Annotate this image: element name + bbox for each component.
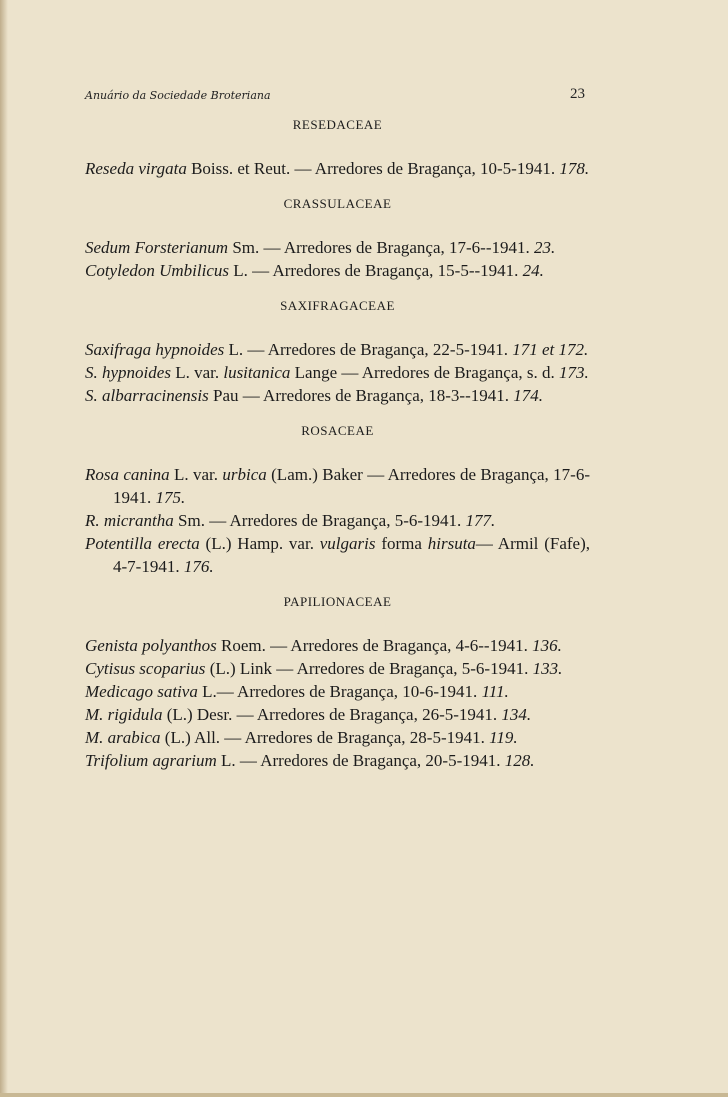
variety-name: lusitanica <box>223 363 291 382</box>
entry-details: — Armil (Fafe), 4-7-1941. <box>113 534 591 576</box>
species-entry <box>85 532 590 578</box>
entry-details: (L.) Link — Arredores de Bragança, 5-6-1941. <box>205 659 533 678</box>
entry-details: forma <box>375 534 428 553</box>
taxon-name: S. hypnoides <box>85 363 171 382</box>
specimen-number: 175. <box>155 488 186 507</box>
page-number: 23 <box>570 86 585 102</box>
entry-details: L. var. <box>169 465 223 484</box>
specimen-number: 119. <box>489 728 518 747</box>
entry-details: L. var. <box>170 363 224 382</box>
page-header <box>85 86 585 108</box>
species-entry <box>85 259 590 282</box>
taxon-name: Rosa canina <box>85 465 170 484</box>
specimen-number: 176. <box>183 557 214 576</box>
taxon-name: M. rigidula <box>85 705 163 724</box>
entry-details: (L.) Desr. — Arredores de Bragança, 26-5-1941. <box>162 705 502 724</box>
species-entry <box>85 463 590 509</box>
taxon-name: Cytisus scoparius <box>85 659 206 678</box>
taxon-name: Cotyledon Umbilicus <box>85 261 230 280</box>
specimen-number: 23. <box>534 238 556 257</box>
species-entry <box>85 509 590 532</box>
entry-details: (Lam.) Baker — Arredores de Bragança, 17-6-1941. <box>113 465 590 507</box>
taxon-name: M. arabica <box>85 728 161 747</box>
specimen-number: 136. <box>532 636 562 655</box>
specimen-number: 174. <box>513 386 543 405</box>
species-entry <box>85 157 590 180</box>
entry-details: L. — Arredores de Bragança, 20-5-1941. <box>216 751 505 770</box>
species-entry <box>85 657 590 680</box>
entry-details: Sm. — Arredores de Bragança, 17-6--1941. <box>228 238 534 257</box>
taxon-name: Potentilla erecta <box>85 534 200 553</box>
specimen-number: 177. <box>465 511 496 530</box>
species-entry <box>85 634 590 657</box>
entry-details: Pau — Arredores de Bragança, 18-3--1941. <box>208 386 514 405</box>
taxon-name: S. albarracinensis <box>85 386 209 405</box>
taxon-name: Genista polyanthos <box>85 636 217 655</box>
taxon-name: R. micrantha <box>85 511 174 530</box>
entry-details: Sm. — Arredores de Bragança, 5-6-1941. <box>173 511 466 530</box>
entry-details: L. — Arredores de Bragança, 15-5--1941. <box>229 261 523 280</box>
specimen-number: 128. <box>504 751 535 770</box>
taxon-name: Trifolium agrarium <box>85 751 217 770</box>
forma-name: hirsuta <box>427 534 476 553</box>
family-heading: CRASSULACEAE <box>283 196 392 211</box>
species-entry <box>85 726 590 749</box>
entry-details: Lange — Arredores de Bragança, s. d. <box>290 363 560 382</box>
species-entry <box>85 680 590 703</box>
taxon-name: Saxifraga hypnoides <box>85 340 225 359</box>
species-entry <box>85 361 590 384</box>
entry-details: Boiss. et Reut. — Arredores de Bragança, 10-5-1941. <box>186 159 560 178</box>
entry-details: (L.) All. — Arredores de Bragança, 28-5-1941. <box>160 728 490 747</box>
taxon-name: Sedum Forsterianum <box>85 238 229 257</box>
family-heading: PAPILIONACEAE <box>283 594 392 609</box>
specimen-number: 178. <box>559 159 590 178</box>
specimen-number: 24. <box>522 261 544 280</box>
specimen-number: 111. <box>481 682 509 701</box>
family-heading: SAXIFRAGACEAE <box>280 298 395 313</box>
specimen-number: 171 et 172. <box>512 340 589 359</box>
page-content <box>85 115 590 772</box>
entry-details: L. — Arredores de Bragança, 22-5-1941. <box>224 340 513 359</box>
species-entry <box>85 236 590 259</box>
taxon-name: Medicago sativa <box>85 682 198 701</box>
species-entry <box>85 703 590 726</box>
entry-details: (L.) Hamp. var. <box>199 534 320 553</box>
taxon-name: Reseda virgata <box>85 159 187 178</box>
specimen-number: 173. <box>559 363 589 382</box>
specimen-number: 133. <box>532 659 563 678</box>
entry-details: Roem. — Arredores de Bragança, 4-6--1941. <box>216 636 533 655</box>
entry-details: L.— Arredores de Bragança, 10-6-1941. <box>197 682 482 701</box>
specimen-number: 134. <box>501 705 532 724</box>
species-entry <box>85 749 590 772</box>
family-heading: RESEDACEAE <box>292 117 383 132</box>
family-heading: ROSACEAE <box>301 423 374 438</box>
species-entry <box>85 338 590 361</box>
running-title: Anuário da Sociedade Broteriana <box>85 89 271 102</box>
species-entry <box>85 384 590 407</box>
variety-name: urbica <box>222 465 267 484</box>
variety-name: vulgaris <box>319 534 376 553</box>
